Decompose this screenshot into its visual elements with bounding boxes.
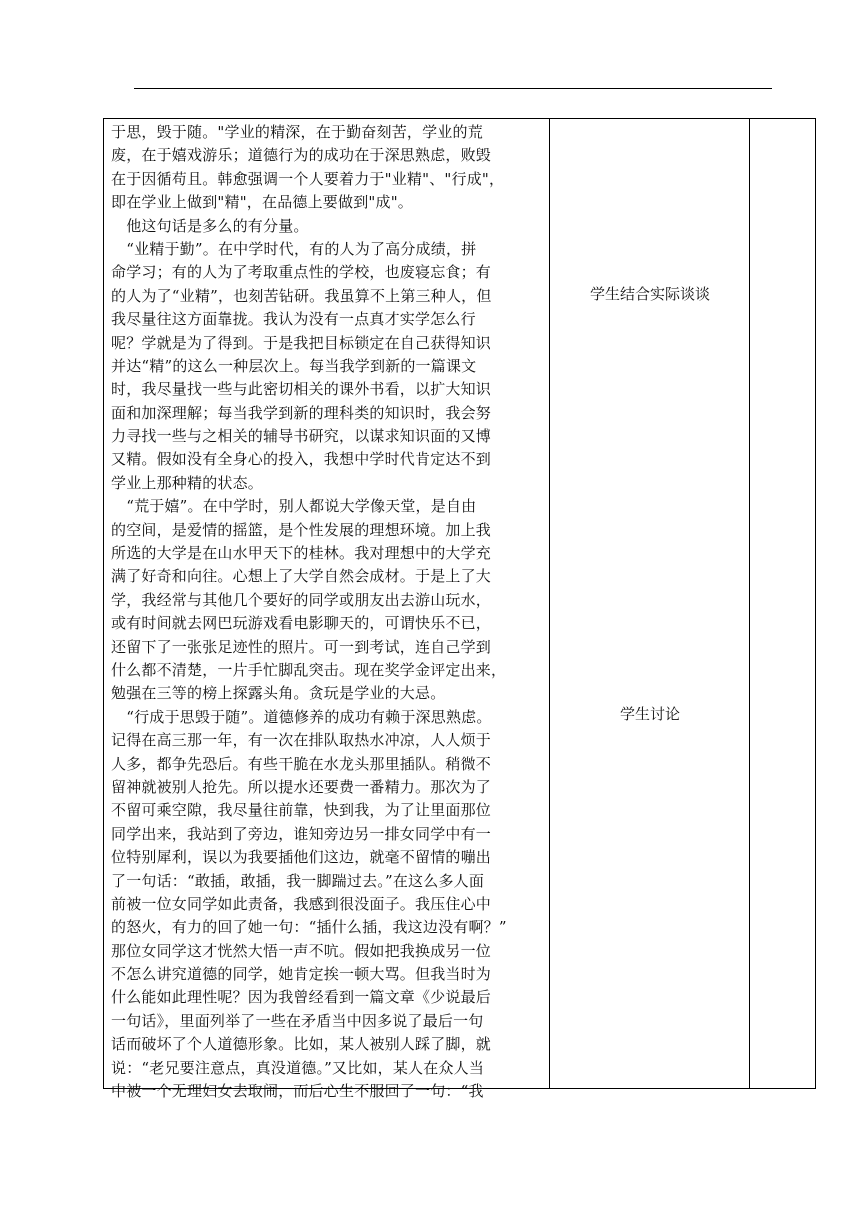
text-line: 面和加深理解；每当我学到新的理科类的知识时，我会努 <box>111 403 492 422</box>
lesson-table <box>103 118 816 1101</box>
text-line: 留神就被别人抢先。所以提水还要费一番精力。那次为了 <box>111 777 492 796</box>
header-rule <box>134 88 772 89</box>
text-line: 所选的大学是在山水甲天下的桂林。我对理想中的大学充 <box>111 544 492 563</box>
text-line: 什么都不清楚，一片手忙脚乱突击。现在奖学金评定出来， <box>111 660 507 679</box>
text-line: 话而破坏了个人道德形象。比如，某人被别人踩了脚，就 <box>111 1035 492 1054</box>
text-line: 中被一个无理妇女去取闹，而后心生不服回了一句：“我 <box>111 1082 484 1101</box>
text-line: 位特别犀利，误以为我要插他们这边，就毫不留情的嘣出 <box>111 848 492 867</box>
text-line: 说：“老兄要注意点，真没道德。”又比如，某人在众人当 <box>111 1058 485 1077</box>
text-line: 那位女同学这才恍然大悟一声不吭。假如把我换成另一位 <box>111 941 492 960</box>
text-line: 了一句话：“敢插，敢插，我一脚踹过去。”在这么多人面 <box>111 871 485 890</box>
text-line: 前被一位女同学如此责备，我感到很没面子。我压住心中 <box>111 894 492 913</box>
text-line: 命学习；有的人为了考取重点性的学校，也废寝忘食；有 <box>111 263 492 282</box>
notes-column <box>750 119 815 1088</box>
activity-discussion: 学生讨论 <box>619 705 680 723</box>
text-line: 勉强在三等的榜上探露头角。贪玩是学业的大忌。 <box>111 684 446 703</box>
text-line: 力寻找一些与之相关的辅导书研究，以谋求知识面的又博 <box>111 427 492 446</box>
text-line: 不怎么讲究道德的同学，她肯定挨一顿大骂。但我当时为 <box>111 965 492 984</box>
text-line: “业精于勤”。在中学时代，有的人为了高分成绩，拼 <box>111 239 477 258</box>
text-line: 人多，都争先恐后。有些干脆在水龙头那里插队。稍微不 <box>111 754 492 773</box>
text-line: 呢？学就是为了得到。于是我把目标锁定在自己获得知识 <box>111 333 492 352</box>
text-line: 不留可乘空隙，我尽量往前靠，快到我，为了让里面那位 <box>111 801 492 820</box>
text-line: 或有时间就去网巴玩游戏看电影聊天的，可谓快乐不已， <box>111 614 492 633</box>
text-line: 学业上那种精的状态。 <box>111 473 264 492</box>
text-line: 时，我尽量找一些与此密切相关的课外书看，以扩大知识 <box>111 380 492 399</box>
text-line: 记得在高三那一年，有一次在排队取热水冲凉，人人烦于 <box>111 731 492 750</box>
text-line: 一句话》，里面列举了一些在矛盾当中因多说了最后一句 <box>111 1011 484 1030</box>
text-line: 学，我经常与其他几个要好的同学或朋友出去游山玩水， <box>111 590 492 609</box>
text-line: 他这句话是多么的有分量。 <box>111 216 309 235</box>
text-line: “荒于嬉”。在中学时，别人都说大学像天堂，是自由 <box>111 497 477 516</box>
text-line: 什么能如此理性呢？因为我曾经看到一篇文章《少说最后 <box>111 988 492 1007</box>
text-line: 满了好奇和向往。心想上了大学自然会成材。于是上了大 <box>111 567 492 586</box>
text-line: “行成于思毁于随”。道德修养的成功有赖于深思熟虑。 <box>111 707 492 726</box>
content-column <box>104 119 550 1101</box>
text-line: 的空间，是爱情的摇篮，是个性发展的理想环境。加上我 <box>111 520 492 539</box>
text-line: 又精。假如没有全身心的投入，我想中学时代肯定达不到 <box>111 450 492 469</box>
text-line: 废，在于嬉戏游乐；道德行为的成功在于深思熟虑，败毁 <box>111 146 492 165</box>
text-line: 我尽量往这方面靠拢。我认为没有一点真才实学怎么行 <box>111 310 476 329</box>
lesson-text <box>111 121 543 1103</box>
activity-discuss-reality: 学生结合实际谈谈 <box>589 285 710 303</box>
text-line: 并达“精”的这么一种层次上。每当我学到新的一篇课文 <box>111 356 477 375</box>
text-line: 即在学业上做到"精"，在品德上要做到"成"。 <box>111 193 413 212</box>
text-line: 在于因循苟且。韩愈强调一个人要着力于"业精"、"行成"， <box>111 169 505 188</box>
activity-column <box>550 119 750 1088</box>
text-line: 同学出来，我站到了旁边，谁知旁边另一排女同学中有一 <box>111 824 492 843</box>
text-line: 还留下了一张张足迹性的照片。可一到考试，连自己学到 <box>111 637 492 656</box>
text-line: 于思，毁于随。"学业的精深，在于勤奋刻苦，学业的荒 <box>111 123 483 141</box>
text-line: 的怒火，有力的回了她一句：“插什么插，我这边没有啊？” <box>111 918 507 937</box>
text-line: 的人为了“业精”，也刻苦钻研。我虽算不上第三种人，但 <box>111 286 492 305</box>
